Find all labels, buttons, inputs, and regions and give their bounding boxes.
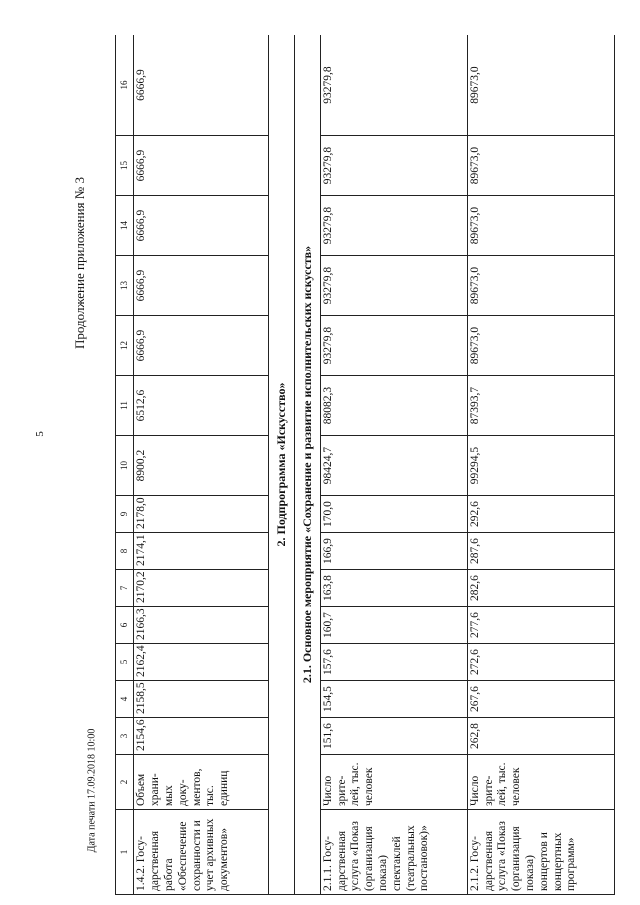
value-cell: 160,7 <box>320 607 467 644</box>
value-cell: 151,6 <box>320 718 467 755</box>
value-cell: 89673,0 <box>467 35 614 136</box>
column-number: 7 <box>116 570 134 607</box>
value-cell: 2178,0 <box>134 496 269 533</box>
indicator-unit: Число зрите-лей, тыс. человек <box>467 755 614 810</box>
value-cell: 89673,0 <box>467 316 614 376</box>
value-cell: 87393,7 <box>467 376 614 436</box>
column-number: 5 <box>116 644 134 681</box>
column-number: 11 <box>116 376 134 436</box>
indicator-table <box>115 35 615 895</box>
column-number: 4 <box>116 681 134 718</box>
value-cell: 163,8 <box>320 570 467 607</box>
indicator-name: 1.4.2. Госу-дарственная работа «Обеспечение сохранности и учет архивных документов» <box>134 810 269 895</box>
main-event-row <box>294 35 320 895</box>
column-number: 16 <box>116 35 134 136</box>
page-number: 5 <box>34 431 46 437</box>
value-cell: 6666,9 <box>134 196 269 256</box>
subprogram-row <box>269 35 295 895</box>
column-number: 8 <box>116 533 134 570</box>
value-cell: 93279,8 <box>320 136 467 196</box>
value-cell: 93279,8 <box>320 196 467 256</box>
value-cell: 2162,4 <box>134 644 269 681</box>
column-number: 6 <box>116 607 134 644</box>
value-cell: 2158,5 <box>134 681 269 718</box>
value-cell: 93279,8 <box>320 35 467 136</box>
column-number: 3 <box>116 718 134 755</box>
indicator-name: 2.1.1. Госу-дарственная услуга «Показ (организация показа) спектаклей (театральных постановок)» <box>320 810 467 895</box>
value-cell: 93279,8 <box>320 256 467 316</box>
indicator-unit: Число зрите-лей, тыс. человек <box>320 755 467 810</box>
value-cell: 2166,3 <box>134 607 269 644</box>
value-cell: 282,6 <box>467 570 614 607</box>
print-date: Дата печати 17.09.2018 10:00 <box>86 728 98 853</box>
value-cell: 2174,1 <box>134 533 269 570</box>
value-cell: 8900,2 <box>134 436 269 496</box>
value-cell: 6666,9 <box>134 136 269 196</box>
value-cell: 88082,3 <box>320 376 467 436</box>
column-number: 14 <box>116 196 134 256</box>
table-row <box>134 35 269 895</box>
value-cell: 6666,9 <box>134 316 269 376</box>
value-cell: 6666,9 <box>134 256 269 316</box>
column-number: 9 <box>116 496 134 533</box>
value-cell: 157,6 <box>320 644 467 681</box>
value-cell: 292,6 <box>467 496 614 533</box>
table-container <box>115 35 615 895</box>
column-number: 2 <box>116 755 134 810</box>
value-cell: 262,8 <box>467 718 614 755</box>
value-cell: 2154,6 <box>134 718 269 755</box>
table-row <box>467 35 614 895</box>
value-cell: 6666,9 <box>134 35 269 136</box>
column-number: 1 <box>116 810 134 895</box>
value-cell: 272,6 <box>467 644 614 681</box>
appendix-header: Продолжение приложения № 3 <box>72 177 87 349</box>
value-cell: 287,6 <box>467 533 614 570</box>
value-cell: 6512,6 <box>134 376 269 436</box>
indicator-name: 2.1.2. Госу-дарственная услуга «Показ (организация показа) концертов и концертных программ» <box>467 810 614 895</box>
value-cell: 277,6 <box>467 607 614 644</box>
column-number: 10 <box>116 436 134 496</box>
value-cell: 170,0 <box>320 496 467 533</box>
column-number: 12 <box>116 316 134 376</box>
value-cell: 89673,0 <box>467 136 614 196</box>
column-number-row <box>116 35 134 895</box>
indicator-unit: Объем храни-мых доку-ментов, тыс. единиц <box>134 755 269 810</box>
value-cell: 98424,7 <box>320 436 467 496</box>
value-cell: 154,5 <box>320 681 467 718</box>
value-cell: 93279,8 <box>320 316 467 376</box>
subprogram-title: 2. Подпрограмма «Искусство» <box>269 35 295 895</box>
column-number: 13 <box>116 256 134 316</box>
value-cell: 166,9 <box>320 533 467 570</box>
main-event-title: 2.1. Основное мероприятие «Сохранение и развитие исполнительских искусств» <box>294 35 320 895</box>
value-cell: 267,6 <box>467 681 614 718</box>
table-row <box>320 35 467 895</box>
column-number: 15 <box>116 136 134 196</box>
value-cell: 2170,2 <box>134 570 269 607</box>
value-cell: 89673,0 <box>467 196 614 256</box>
value-cell: 99294,5 <box>467 436 614 496</box>
value-cell: 89673,0 <box>467 256 614 316</box>
